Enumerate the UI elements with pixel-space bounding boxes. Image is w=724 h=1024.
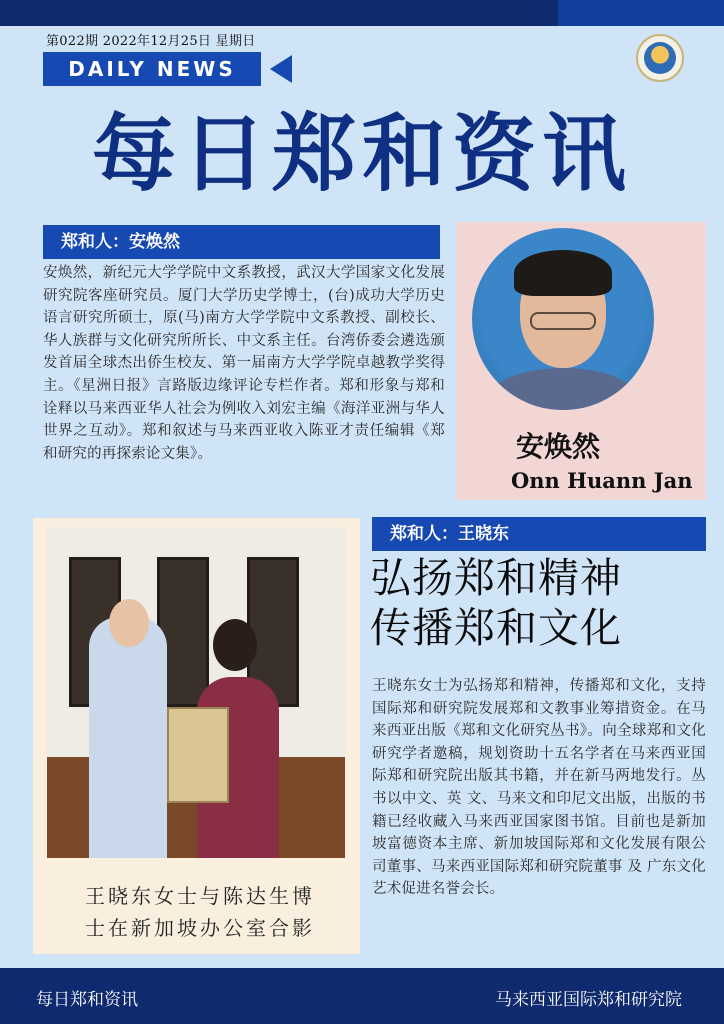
logo-emblem — [644, 42, 676, 74]
photo-caption — [55, 880, 345, 944]
photo-man-head — [109, 599, 149, 647]
section-heading-onn: 郑和人：安焕然 — [43, 225, 440, 259]
daily-news-label: DAILY NEWS — [43, 52, 261, 86]
caption-line-1: 王晓东女士与陈达生博 — [85, 884, 315, 908]
triangle-arrow-icon — [270, 55, 292, 83]
article-headline — [370, 553, 710, 653]
headline-line-1: 弘扬郑和精神 — [370, 554, 622, 602]
footer-right-text: 马来西亚国际郑和研究院 — [495, 990, 682, 1010]
book-icon — [167, 707, 229, 803]
footer-left-text: 每日郑和资讯 — [36, 990, 138, 1010]
office-photo — [47, 527, 345, 858]
headline-line-2: 传播郑和文化 — [370, 604, 622, 652]
portrait-photo — [472, 228, 654, 410]
photo-woman-head — [213, 619, 257, 671]
portrait-name-chinese: 安焕然 — [516, 430, 601, 463]
article-body: 王晓东女士为弘扬郑和精神，传播郑和文化，支持国际郑和研究院发展郑和文教事业筹措资金。在马来西亚出版《郑和文化研究丛书》。向全球郑和文化研究学者邀稿，规划资助十五名学者在马来西亚国际郑和研究院出版其书籍，并在新马两地发行。丛书以中文、英 文、马来文和印尼文出版，出版的书籍已经收藏入马来西亚国家图书馆。目前也是新加坡富德资本主席、新加坡国际郑和文化发展有限公司董事、马来西亚国际郑和研究院董事 及 广东文化艺术促进名誉会长。 — [372, 678, 706, 898]
masthead-title: 每日郑和资讯 — [91, 105, 632, 203]
issue-date-line: 第022期 2022年12月25日 星期日 — [46, 34, 256, 49]
glasses-icon — [530, 312, 596, 330]
top-banner-accent — [558, 0, 724, 26]
photo-man — [89, 617, 167, 858]
portrait-shirt — [490, 368, 636, 410]
bio-text: 安焕然，新纪元大学学院中文系教授，武汉大学国家文化发展研究院客座研究员。厦门大学历史学博士，(台)成功大学历史语言研究所硕士，原(马)南方大学学院中文系教授、副校长、华人族群与文化研究所所长、中文系主任。台湾侨委会遴选颁发首届全球杰出侨生校友、第一届南方大学学院卓越教学奖得主。《星洲日报》言路版边缘评论专栏作者。郑和形象与郑和诠释以马来西亚华人社会为例收入刘宏主编《海洋亚洲与华人世界之互动》。郑和叙述与马来西亚收入陈亚才责任编辑《郑和研究的再探索论文集》。 — [43, 265, 445, 462]
section-heading-wang: 郑和人：王晓东 — [372, 517, 706, 551]
portrait-name-english: Onn Huann Jan — [511, 468, 693, 493]
institute-logo — [636, 34, 684, 82]
portrait-hair — [514, 250, 612, 296]
caption-line-2: 士在新加坡办公室合影 — [85, 916, 315, 940]
